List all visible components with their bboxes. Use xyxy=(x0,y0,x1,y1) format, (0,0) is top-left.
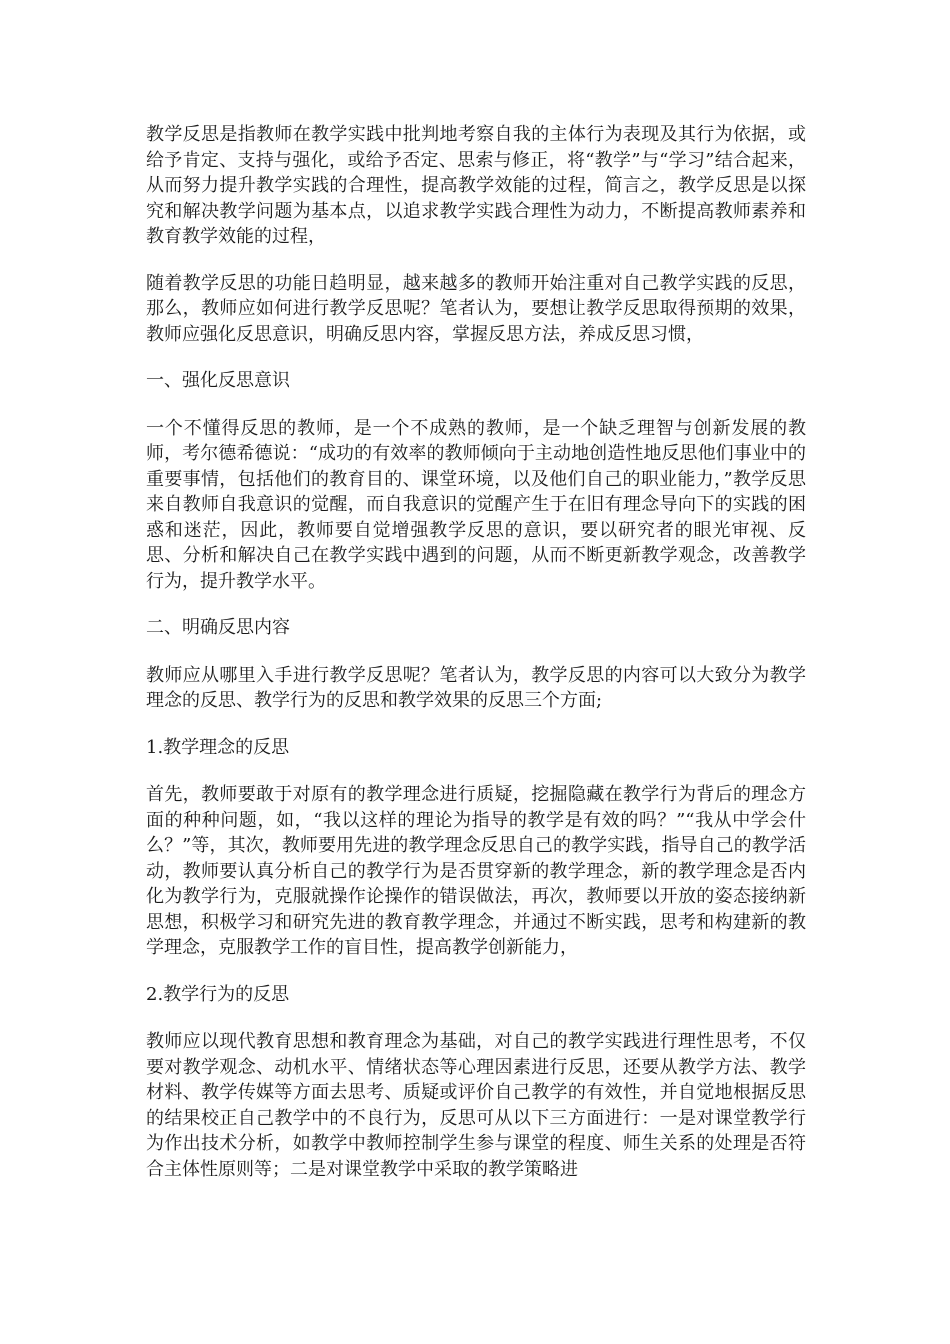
subsection-heading-1: 1.教学理念的反思 xyxy=(146,736,290,758)
section-heading-2: 二、明确反思内容 xyxy=(146,617,290,638)
section-heading-1: 一、强化反思意识 xyxy=(146,370,290,391)
subsection-heading-2: 2.教学行为的反思 xyxy=(146,983,290,1005)
paragraph-section-2: 教师应从哪里入手进行教学反思呢？笔者认为，教学反思的内容可以大致分为教学理念的反思、教学行为的反思和教学效果的反思三个方面; xyxy=(146,664,806,711)
paragraph-subsection-2: 教师应以现代教育思想和教育理念为基础，对自己的教学实践进行理性思考，不仅要对教学观念、动机水平、情绪状态等心理因素进行反思，还要从教学方法、教学材料、教学传媒等方面去思考、质疑或评价自己教学的有效性，并自觉地根据反思的结果校正自己教学中的不良行为，反思可从以下三方面进行：一是对课堂教学行为作出技术分析，如教学中教师控制学生参与课堂的程度、师生关系的处理是否符合主体性原则等；二是对课堂教学中采取的教学策略进 xyxy=(146,1031,806,1180)
paragraph-intro-question: 随着教学反思的功能日趋明显，越来越多的教师开始注重对自己教学实践的反思，那么，教师应如何进行教学反思呢？笔者认为，要想让教学反思取得预期的效果，教师应强化反思意识，明确反思内容，掌握反思方法，养成反思习惯， xyxy=(146,272,806,345)
paragraph-intro-definition: 教学反思是指教师在教学实践中批判地考察自我的主体行为表现及其行为依据，或给予肯定、支持与强化，或给予否定、思索与修正，将“教学”与“学习”结合起来，从而努力提升教学实践的合理性，提高教学效能的过程，简言之，教学反思是以探究和解决教学问题为基本点，以追求教学实践合理性为动力，不断提高教师素养和教育教学效能的过程， xyxy=(146,124,806,247)
document-page xyxy=(146,122,806,1203)
paragraph-section-1: 一个不懂得反思的教师，是一个不成熟的教师，是一个缺乏理智与创新发展的教师，考尔德希德说：“成功的有效率的教师倾向于主动地创造性地反思他们事业中的重要事情，包括他们的教育目的、课堂环境，以及他们自己的职业能力，”教学反思来自教师自我意识的觉醒，而自我意识的觉醒产生于在旧有理念导向下的实践的困惑和迷茫，因此，教师要自觉增强教学反思的意识，要以研究者的眼光审视、反思、分析和解决自己在教学实践中遇到的问题，从而不断更新教学观念，改善教学行为，提升教学水平。 xyxy=(146,417,806,592)
paragraph-subsection-1: 首先，教师要敢于对原有的教学理念进行质疑，挖掘隐藏在教学行为背后的理念方面的种种问题，如，“我以这样的理论为指导的教学是有效的吗？”“我从中学会什么？”等，其次，教师要用先进的教学理念反思自己的教学实践，指导自己的教学活动，教师要认真分析自己的教学行为是否贯穿新的教学理念，新的教学理念是否内化为教学行为，克服就操作论操作的错误做法，再次，教师要以开放的姿态接纳新思想，积极学习和研究先进的教育教学理念，并通过不断实践，思考和构建新的教学理念，克服教学工作的盲目性，提高教学创新能力， xyxy=(146,784,806,958)
